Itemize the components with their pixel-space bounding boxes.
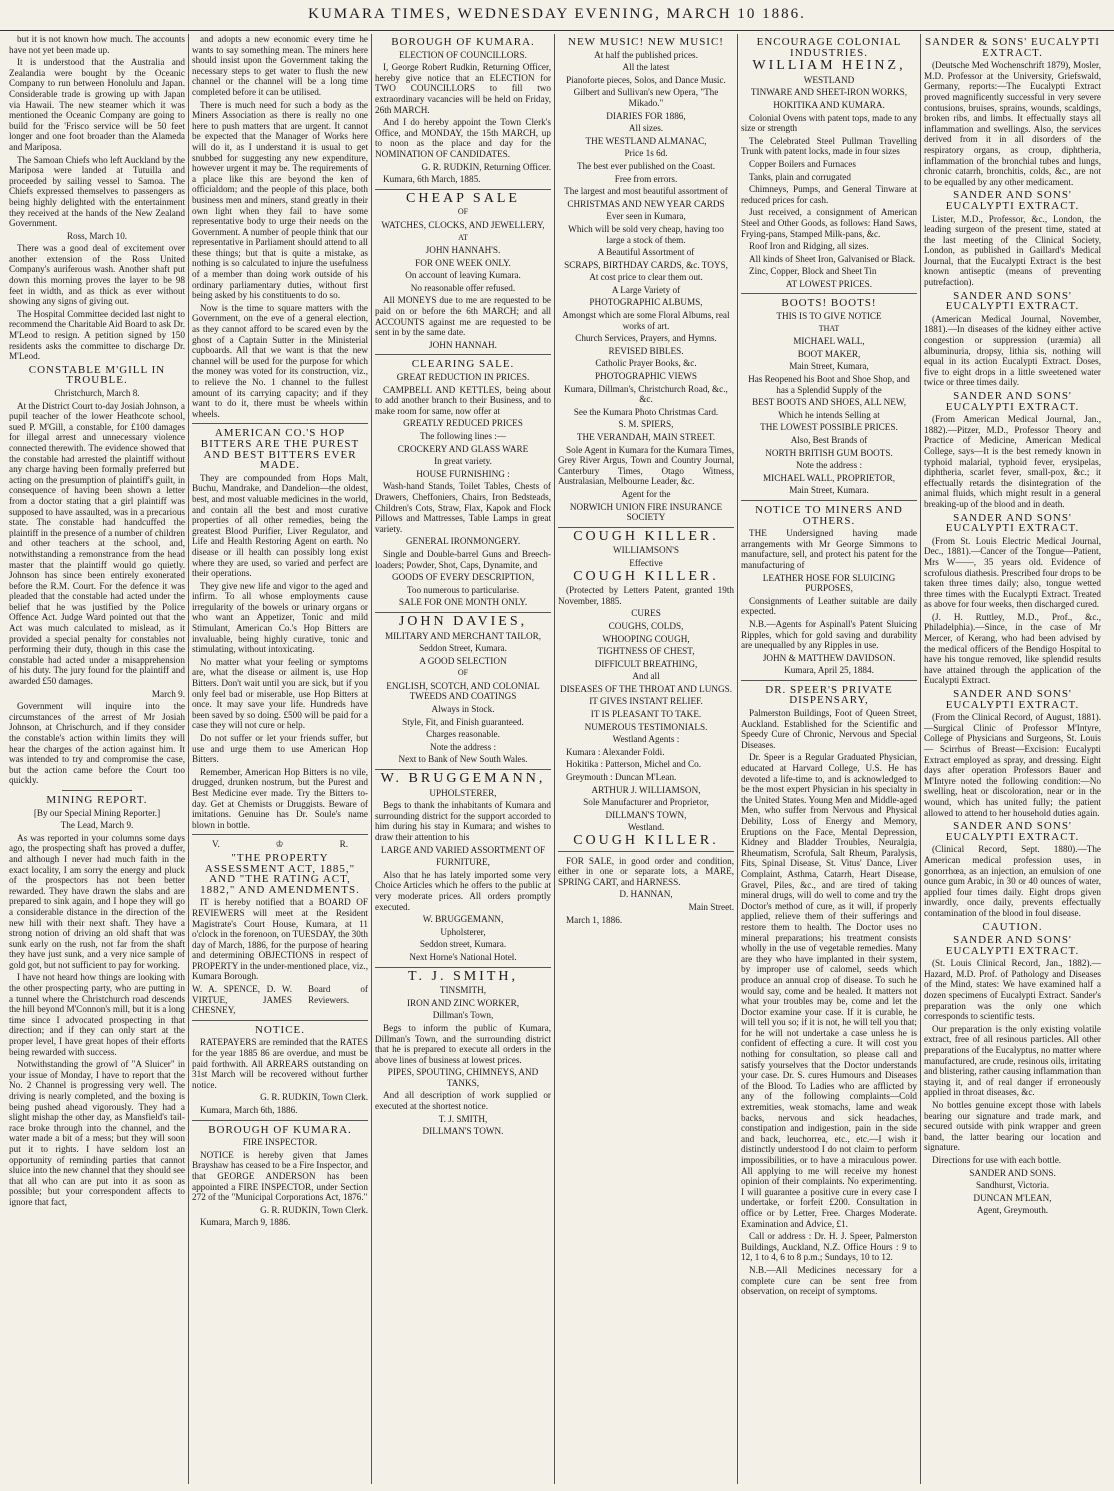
ad-line: Main Street, Kumara,: [789, 361, 869, 372]
ad-paragraph: (St. Louis Clinical Record, Jan., 1882).—Hazard, M.D. Prof. of Pathology and Diseases of the Mind, states: We have examined half a dozen specimens of Eucalypti Extract. Sander's preparation was the only one which corresponds to scientific tests.: [924, 958, 1101, 1022]
ad-heading: COUGH KILLER.: [573, 528, 719, 544]
ad-line: GREATLY REDUCED PRICES: [403, 418, 523, 429]
ad-heading: ENCOURAGE COLONIAL INDUSTRIES.: [756, 36, 902, 59]
ad-line: All kinds of Sheet Iron, Galvanised or Black.: [749, 253, 916, 264]
ad-heading: NEW MUSIC! NEW MUSIC!: [568, 36, 724, 48]
ad-heading: SANDER AND SONS' EUCALYPTI EXTRACT.: [945, 511, 1080, 535]
ad-line: IT IS PLEASANT TO TAKE.: [590, 709, 702, 720]
ad-line: AT LOWEST PRICES.: [785, 278, 873, 289]
ad-line: TIGHTNESS OF CHEST,: [597, 646, 695, 657]
dateline: March 9.: [151, 688, 185, 699]
ad-heading: BOOTS! BOOTS!: [781, 297, 877, 310]
ad-line: CROCKERY AND GLASS WARE: [397, 443, 529, 454]
ad-paragraph: (J. H. Ruttley, M.D., Prof., &c., Philadelphia).—Since, in the case of Mr Mercer, of Kerang, who had been advised by the medical officers of the Bendigo Hospital to have his tongue removed, like splendid results have attained through the application of the Eucalypti Extract.: [924, 611, 1101, 686]
ad-line: DILLMAN'S TOWN.: [422, 1126, 504, 1137]
ad-line: PHOTOGRAPHIC ALBUMS,: [589, 297, 703, 308]
ad-line: THAT: [818, 323, 840, 333]
ad-paragraph: IT is hereby notified that a BOARD OF REVIEWERS will meet at the Resident Magistrate's Court House, Kumara, at 11 o'clock in the forenoon, on TUESDAY, the 30th day of March, 1886, for the purpose of hearing and determining OBJECTIONS in respect of PROPERTY in the under-mentioned place, viz., Kumara Borough.: [192, 897, 369, 982]
ad-line: OF: [457, 668, 469, 678]
ad-paragraph: THE Undersigned having made arrangements with Mr George Simmons to manufacture, sell, and protect his patent for the manufacturing of: [741, 528, 917, 570]
ad-line: Westland Agents :: [612, 734, 680, 745]
signature: W. BRUGGEMANN,: [422, 914, 504, 925]
ad-line: Which will be sold very cheap, having too large a stock of them.: [568, 223, 724, 245]
ad-line: SCRAPS, BIRTHDAY CARDS, &c. TOYS,: [564, 259, 728, 270]
ad-line: HOUSE FURNISHING :: [416, 468, 510, 479]
ad-paragraph: Also that he has lately imported some very Choice Articles which he offers to the public at very moderate prices. All orders promptly executed.: [375, 869, 551, 912]
divider: [558, 527, 734, 528]
ad-line: Tanks, plain and corrugated: [749, 171, 851, 182]
ad-date: Kumara, 6th March, 1885.: [383, 174, 481, 185]
ad-line: The following lines :—: [420, 431, 506, 441]
signature: SANDER AND SONS.: [969, 1167, 1056, 1178]
ad-paragraph: FOR SALE, in good order and condition, either in one or separate lots, a MARE, SPRING CART, and HARNESS.: [558, 855, 734, 887]
ad-heading: BOROUGH OF KUMARA.: [391, 36, 535, 48]
ad-line: Catholic Prayer Books, &c.: [595, 358, 697, 369]
ad-line: MICHAEL WALL, PROPRIETOR,: [762, 472, 896, 483]
ad-line: Main Street, Kumara.: [789, 485, 869, 496]
article-paragraph: but it is not known how much. The accounts have not yet been made up.: [9, 34, 185, 55]
ad-line: See the Kumara Photo Christmas Card.: [573, 406, 719, 417]
signature: G. R. RUDKIN, Town Clerk.: [260, 1092, 368, 1103]
ad-line: Chimneys, Pumps, and General Tinware at reduced prices for cash.: [741, 184, 917, 205]
ad-line: AT: [458, 232, 468, 242]
ad-line: Hokitika : Patterson, Michel and Co.: [566, 759, 701, 770]
ad-paragraph: Remember, American Hop Bitters is no vile, drugged, drunken nostrum, but the Purest and Best Medicine ever made. Try the Bitters to-day. Get at Chemists or Druggists. Beware of imitations. Genuine has Dr. Soule's name blown in bottle.: [192, 766, 368, 830]
ad-line: Kumara, Dillman's, Christchurch Road, &c., &c.: [564, 383, 728, 405]
dateline: Christchurch, March 8.: [54, 388, 140, 398]
ad-paragraph: (American Medical Journal, November, 1881).—In diseases of the kidney either active congestion or suppression (uræmia) all albuminuria, dropsy, lithia sis, nothing will equal in its action Eucalypti Extract. Doses, five to eight drops in a little sweetened water twice or three times daily.: [924, 313, 1101, 388]
ad-line: Zinc, Copper, Block and Sheet Tin: [749, 266, 877, 277]
ad-heading: BOROUGH OF KUMARA.: [208, 1123, 352, 1136]
ad-line: Next Horne's National Hotel.: [409, 951, 517, 962]
ad-line: ENGLISH, SCOTCH, AND COLONIAL TWEEDS AND COATINGS: [386, 680, 540, 702]
ad-line: Gilbert and Sullivan's new Opera, "The Mikado.": [573, 87, 719, 108]
ad-line: DUNCAN M'LEAN,: [973, 1192, 1052, 1203]
ad-line: THE LOWEST POSSIBLE PRICES.: [760, 422, 898, 433]
ad-line: WILLIAM HEINZ,: [752, 58, 906, 74]
ad-line: All sizes.: [628, 123, 664, 134]
column-5: [738, 34, 921, 1484]
ad-line: COUGH KILLER.: [573, 568, 719, 584]
ad-line: CHRISTMAS AND NEW YEAR CARDS: [567, 198, 725, 209]
ad-line: Sandhurst, Victoria.: [975, 1180, 1050, 1191]
article-paragraph: Government will inquire into the circumstances of the arrest of Mr Josiah Johnson, at Chrischurch, and if they consider the constable's action within limits they will hear the charges of the action against him. It was intended to try and compromise the case, but the action came before the Court too quickly.: [9, 701, 185, 786]
article-paragraph: There is much need for such a body as the Miners Association as there is really no one here to push matters that are urgent. It cannot be expected that the Manager of Works here will do it, as I understand it is usual to get snubbed for suggesting any new expenditure, however urgent it may be. The requirements of a place like this are beyond the ken of officialdom; and the people of this place, both business men and miners, stand greatly in their own light when they fail to have some representative body to urge their needs on the Government. A number of people think that our representative in Parliament should attend to all these things; but that is quite a mistake, as nothing is so calculated to injure the usefulness of a member than doing work outside of his ordinary parliamentary duties, without first being asked by his constituents to do so.: [192, 99, 368, 301]
ad-line: LEATHER HOSE FOR SLUICING PURPOSES,: [762, 572, 896, 594]
ad-heading: SANDER AND SONS' EUCALYPTI EXTRACT.: [945, 820, 1080, 843]
ad-line: On account of leaving Kumara.: [405, 270, 521, 281]
ad-line: ARTHUR J. WILLIAMSON,: [591, 784, 701, 795]
ad-heading: SANDER AND SONS' EUCALYPTI EXTRACT.: [945, 934, 1080, 957]
ad-paragraph: Begs to inform the public of Kumara, Dillman's Town, and the surrounding district that he is prepared to execute all orders in the above lines of business at lowest prices.: [375, 1022, 551, 1065]
masthead: KUMARA TIMES, WEDNESDAY EVENING, MARCH 10 1886.: [0, 6, 1114, 31]
ad-line: IRON AND ZINC WORKER,: [406, 997, 520, 1008]
ad-line: FURNITURE,: [436, 857, 490, 868]
ad-line: Free from errors.: [614, 173, 678, 184]
ad-line: Just received, a consignment of American Steel and Other Goods, as follows: Hand Saws, Frying-pans, Stamped Milk-pans, &c.: [741, 207, 917, 239]
ad-line: TINSMITH,: [439, 985, 487, 996]
ad-line: JOHN HANNAH'S.: [425, 245, 501, 256]
ad-line: A Beautiful Assortment of: [597, 247, 695, 258]
ad-line: Agent, Greymouth.: [976, 1205, 1049, 1216]
ad-line: No reasonable offer refused.: [410, 282, 516, 293]
divider: [192, 1120, 368, 1121]
ad-line: Ever seen in Kumara,: [606, 211, 686, 222]
column-4: [555, 34, 738, 1484]
ad-line: Colonial Ovens with patent tops, made to any size or strength: [741, 112, 917, 134]
ad-line: Seddon Street, Kumara.: [419, 643, 507, 654]
ad-line: REVISED BIBLES.: [608, 345, 684, 356]
ad-line: Has Reopened his Boot and Shoe Shop, and has a Splendid Supply of the: [748, 374, 910, 395]
dateline: The Lead, March 9.: [60, 820, 134, 831]
signature: D. HANNAN,: [619, 889, 673, 900]
ad-date: Kumara, April 25, 1884.: [784, 665, 874, 676]
ad-line: The Celebrated Steel Pullman Travelling Trunk with patent locks, made in four sizes: [741, 135, 917, 157]
ad-paragraph: Lister, M.D., Professor, &c., London, the leading surgeon of the present time, stated at the last meeting of the Clinical Society, London, as published in Gaillard's Medical Journal, that the Eucalypti Extract is the best known antiseptic (means of preventing putrefaction).: [924, 213, 1101, 288]
ad-line: At cost price to clear them out.: [589, 272, 703, 283]
ad-line: Charges reasonable.: [426, 729, 500, 740]
article-paragraph: The Samoan Chiefs who left Auckland by the Mariposa were landed at Tutuilla and proceeded by sailing vessel to Samoa. The Chiefs expressed themselves to passengers as being highly delighted with the entertainment they received at the hands of the New Zealand Government.: [9, 154, 185, 229]
ad-heading: DR. SPEER'S PRIVATE DISPENSARY,: [765, 683, 893, 707]
divider: [375, 967, 551, 968]
ad-line: Also, Best Brands of: [790, 435, 868, 445]
ad-heading: AMERICAN CO.'S HOP BITTERS ARE THE PUREST AND BEST BITTERS EVER MADE.: [200, 427, 360, 472]
ad-heading: "THE PROPERTY ASSESSMENT ACT, 1885," AND "THE RATING ACT, 1882," AND AMENDMENTS.: [200, 851, 360, 896]
article-heading: MINING REPORT.: [46, 793, 148, 806]
divider: [375, 769, 551, 770]
ad-line: PHOTOGRAPHIC VIEWS: [594, 371, 697, 382]
divider: [741, 680, 917, 681]
ad-date: Kumara, March 9, 1886.: [200, 1217, 291, 1228]
ad-line: MILITARY AND MERCHANT TAILOR,: [384, 630, 542, 641]
article-paragraph: I have not heard how things are looking with the other prospecting party, who are putting in a tunnel where the Christchurch road descends the hill beyond M'Connon's mill, but it is a long time since I advocated prospecting in that direction; and if they can only start at the proper level, I have great hopes of their efforts being rewarded with success.: [9, 972, 185, 1057]
ad-line: OF: [457, 207, 469, 217]
ad-line: WHOOPING COUGH,: [602, 633, 690, 644]
ad-line: UPHOLSTERER,: [429, 787, 497, 798]
ad-paragraph: They are compounded from Hops Malt, Buchu, Mandrake, and Dandelion—the oldest, best, and most valuable medicines in the world, and contain all the best and most curative properties of all other remedies, being the greatest Blood Purifier, Liver Regulator, and Life and Health Restoring Agent on earth. No disease or ill health can possibly long exist where they are used, so varied and perfect are their operations.: [192, 472, 368, 579]
divider: [62, 790, 132, 791]
ad-date: Kumara, March 6th, 1886.: [200, 1105, 298, 1115]
divider: [192, 834, 368, 835]
dateline: Ross, March 10.: [66, 230, 128, 241]
ad-line: S. M. SPIERS,: [618, 419, 674, 430]
signature: T. J. SMITH,: [438, 1113, 488, 1124]
ad-paragraph: Call or address : Dr. H. J. Speer, Palmerston Buildings, Auckland, N.Z. Office Hours : 9 to 12, 1 to 4, 6 to 8 p.m.; Sundays, 10 to 12.: [741, 1231, 917, 1263]
ad-line: Which he intends Selling at: [778, 409, 880, 420]
ad-paragraph: (Protected by Letters Patent, granted 19th November, 1885.: [558, 585, 734, 606]
ad-heading: NOTICE.: [254, 1023, 306, 1036]
ad-line: SALE FOR ONE MONTH ONLY.: [398, 597, 528, 608]
ad-paragraph: All MONEYS due to me are requested to be paid on or before the 6th MARCH; and all ACCOUNTS against me are requested to be sent in by the same date.: [375, 295, 551, 338]
signature: JOHN & MATTHEW DAVIDSON.: [762, 652, 896, 663]
column-6: [921, 34, 1104, 1484]
article-paragraph: As was reported in your columns some days ago, the prospecting shaft has proved a duffer, and although I never had much faith in the exact locality, I am sorry the energy and pluck of the prospectors has not been better rewarded. They have drawn the slabs and are prepared to sink again, and I hope they will go a considerable distance in the direction of the new hill with their next shaft. They have a strong notion of driving an old shaft that was sunk early on the rush, not far from the shaft they have just sunk, and a very nice sample of gold got, but not sufficient to pay for working.: [9, 832, 185, 970]
ad-paragraph: Directions for use with each bottle.: [932, 1154, 1062, 1165]
ad-line: HOKITIKA AND KUMARA.: [773, 99, 885, 110]
article-paragraph: The Hospital Committee decided last night to recommend the Charitable Aid Board to ask Dr. M'Leod to resign. A petition signed by 150 residents asks the committee to discharge Dr. M'Leod.: [9, 308, 185, 362]
ad-line: Main Street.: [688, 901, 734, 912]
board-names: W. A. SPENCE, D. W. VIRTUE, JAMES CHESNEY,: [192, 984, 292, 1016]
ad-line: IT GIVES INSTANT RELIEF.: [589, 696, 703, 707]
ad-heading: NOTICE TO MINERS AND OTHERS.: [755, 503, 903, 527]
ad-paragraph: N.B.—Agents for Aspinall's Patent Sluicing Ripples, which for gold saving and durability are unequalled by any Ripples in use.: [741, 618, 917, 651]
ad-heading: CAUTION.: [982, 920, 1043, 933]
ad-line: Kumara : Alexander Foldi.: [566, 746, 665, 757]
signature: G. R. RUDKIN, Returning Officer.: [421, 161, 551, 172]
ad-line: BOOT MAKER,: [797, 348, 861, 359]
vr-crest: [192, 839, 368, 850]
byline: [By our Special Mining Reporter.]: [33, 807, 161, 818]
ad-line: WILLIAMSON'S: [613, 545, 679, 556]
ad-heading: SANDER & SONS' EUCALYPTI EXTRACT.: [925, 36, 1100, 59]
ad-line: GOODS OF EVERY DESCRIPTION,: [391, 572, 535, 583]
ad-paragraph: Consignments of Leather suitable are daily expected.: [741, 595, 917, 617]
ad-line: THE VERANDAH, MAIN STREET.: [576, 432, 716, 442]
ad-line: Copper Boilers and Furnaces: [749, 158, 856, 169]
columns: [6, 34, 1108, 1484]
board-title: Board of Reviewers.: [308, 984, 368, 1005]
ad-paragraph: They give new life and vigor to the aged and infirm. To all whose employments cause irregularity of the bowels or urinary organs or who want an Appetizer, Tonic and mild Stimulant, American Co.'s Hop Bitters are invaluable, being highly curative, tonic and stimulating, without intoxicating.: [192, 580, 368, 655]
divider: [192, 1020, 368, 1021]
ad-line: DIARIES FOR 1886,: [606, 110, 686, 121]
ad-paragraph: Palmerston Buildings, Foot of Queen Street, Auckland. Established for the Scientific and Speedy Cure of Chronic, Nervous and Special Diseases.: [741, 708, 917, 750]
ad-paragraph: (From the Clinical Record, of August, 1881).—Surgical Clinic of Professor M'Intyre, College of Physicians and Surgeons, St. Louis — Scirrhus of Breast—Excision: Eucalypti Extract employed as spray, and dressing. Eight days after operation Professors Bauer and M'Intyre noted the following condition:—No swelling, heat or discoloration, near or in the wound, which has united fully; the patient allowed to attend to her household duties again.: [924, 712, 1101, 818]
ad-line: NORTH BRITISH GUM BOOTS.: [765, 447, 893, 458]
ad-line: Westland.: [627, 822, 665, 833]
divider: [741, 500, 917, 501]
ad-paragraph: (Deutsche Med Wochenschrift 1879), Mosler, M.D. Professor at the University, Griefswald, Germany, reports:—The Eucalypti Extract proved magnificently successful in very severe contusions, bruises, sprains, wounds, scaldings, broken ribs, and limbs. It effectually stays all inflammation and swellings. Also, the services derived from it in all disorders of the respiratory organs, as croup, diphtheria, inflammation of the bronchial tubes and lungs, chronic catarrh, bronchitis, colds, &c., are not to be equalled by any other medicament.: [924, 60, 1101, 187]
ad-heading: SANDER AND SONS' EUCALYPTI EXTRACT.: [945, 189, 1080, 212]
ad-paragraph: NOTICE is hereby given that James Brayshaw has ceased to be a Fire Inspector, and that GEORGE ANDERSON has been appointed a FIRE INSPECTOR, under Section 272 of the "Municipal Corporations Act, 1876.": [192, 1149, 368, 1203]
column-2: [189, 34, 372, 1484]
article-paragraph: At the District Court to-day Josiah Johnson, a pupil teacher of the lower Heathcote school, sued P. M'Gill, a constable, for £100 damages for illegal arrest and unnecessary violence connected therewith. The evidence showed that the constable had arrested the plaintiff without any charge having been formally preferred but acting on the presumption of plaintiff's guilt, in consequence of having been shown a letter from a doctor stating that a girl plaintiff was supposed to have assaulted, was in a precarious state. The constable had handcuffed the plaintiff in the presence of a number of children and other teachers at the school, and, notwithstanding a remonstrance from the head master that the plaintiff would go quietly. Johnson has since been entirely exonerated before the R.M. Court. For the defence it was pleaded that the constable had acted under the belief that he was justified by the Police Offence Act. Judge Ward pointed out that the Act was much calculated to mislead, as it provided a special penalty for constables not performing their duty, though in this case the constable had acted under a misapprehension of his duty. The jury found for the plaintiff and awarded £50 damages.: [9, 400, 185, 687]
ad-line: BEST BOOTS AND SHOES, ALL NEW,: [751, 397, 907, 408]
ad-paragraph: And all description of work supplied or executed at the shortest notice.: [375, 1090, 551, 1112]
crest-letter-r: R.: [339, 839, 348, 850]
ad-paragraph: RATEPAYERS are reminded that the RATES for the year 1885 86 are overdue, and must be paid forthwith. All ARREARS outstanding on 31st March will be recovered without further notice.: [192, 1037, 368, 1090]
ad-line: Roof Iron and Ridging, all sizes.: [749, 241, 869, 252]
ad-line: A GOOD SELECTION: [419, 655, 507, 666]
ad-line: DISEASES OF THE THROAT AND LUNGS.: [559, 683, 733, 694]
ad-paragraph: No bottles genuine except those with labels bearing our signature and trade mark, and secured outside with pink wrapper and green band, the latter bearing our location and signature.: [924, 1100, 1101, 1153]
ad-line: COUGH KILLER.: [573, 833, 719, 848]
ad-heading: JOHN DAVIES,: [398, 613, 528, 629]
article-paragraph: It is understood that the Australia and Zealandia were bought by the Oceanic Company to run between Honolulu and Japan. Considerable trade is growing up with Japan via Hawaii. The new steamer which it was mentioned the Oceanic Company are going to build for the 'Frisco service will be 50 feet longer and one foot broader than the Alameda and Mariposa.: [9, 57, 185, 152]
ad-paragraph: No matter what your feeling or symptoms are, what the disease or ailment is, use Hop Bitters. Don't wait until you are sick, but if you only feel bad or miserable, use Hop Bitters at once. It may save your life. Hundreds have been saved by so doing. £500 will be paid for a case they will not cure or help.: [192, 656, 368, 731]
ad-paragraph: (Clinical Record, Sept. 1880).—The American medical profession uses, in gonorrhœa, as an injection, an emulsion of one ounce gum Arabic, in 30 or 40 ounces of water, applied four times daily. Eight drops given inwardly, once daily, prevents effectually contamination of the blood in foul disease.: [924, 844, 1101, 918]
ad-line: The largest and most beautiful assortment of: [564, 186, 728, 197]
ad-paragraph: Our preparation is the only existing volatile extract, free of all resinous particles. All other preparations of the Eucalyptus, no matter where manufactured, are crude, resinous oils, irritating and blistering, rather causing inflammation than staying it, and of real danger if erroneously applied in throat diseases, &c.: [924, 1023, 1101, 1098]
ad-paragraph: (From American Medical Journal, Jan., 1882).—Pitzer, M.D., Professor Theory and Practice of Medicine, American Medical College, says—It is the best remedy known in typhoid malarial, typhoid fever, erysipelas, diphtheria, scarlet fever, small-pox, &c.; it effectually retards the disintegration of the animal fluids, which might result in a general breaking-up of the blood and in death.: [924, 414, 1101, 509]
ad-line: THE WESTLAND ALMANAC,: [585, 135, 707, 146]
crown-icon: ♔: [275, 839, 284, 850]
ad-line: Effective: [629, 557, 663, 568]
ad-heading: SANDER AND SONS' EUCALYPTI EXTRACT.: [945, 688, 1080, 711]
ad-line: TINWARE AND SHEET-IRON WORKS,: [750, 87, 908, 98]
divider: [375, 354, 551, 355]
divider: [558, 851, 734, 852]
ad-line: At half the published prices.: [594, 49, 698, 60]
ad-paragraph: CAMPBELL AND KETTLES, being about to add another branch to their Business, and to make room for same, now offer at: [375, 384, 551, 416]
ad-paragraph: Wash-hand Stands, Toilet Tables, Chests of Drawers, Cheffoniers, Chairs, Iron Bedsteads, Children's Cots, Straw, Flax, Kapok and Flock Pillows and Mattresses, Table Lamps in great variety.: [375, 481, 551, 534]
ad-line: GENERAL IRONMONGERY.: [405, 536, 521, 547]
article-heading: CONSTABLE M'GILL IN TROUBLE.: [28, 363, 166, 387]
crest-letter-v: V.: [212, 839, 220, 850]
ad-line: GREAT REDUCTION IN PRICES.: [396, 372, 530, 383]
ad-paragraph: Dr. Speer is a Regular Graduated Physician, educated at Harvard College, U.S. He has devoted a life-time to, and is acknowledged to be the most expert Physician in his specialty in the United States. Young Men and Middle-aged Men, who suffer from Nervous and Physical Debility, Loss of Energy and Memory, Eruptions on the Face, Mental Depression, Kidney and Bladder Troubles, Neuralgia, Rheumatism, Scrofula, Salt Rheum, Paralysis, Fits, Spinal Disease, St. Vitus' Dance, Liver Complaint, Asthma, Catarrh, Heart Disease, Gravel, Piles, &c., and are tired of taking mineral drugs, will do well to come and try the Doctor's method of cure, as it will, if properly applied, relieve them of their sufferings and restore them to health. The Doctor uses no mineral preparations; his treatment consists wholly in the use of vegetable remedies. Many are they who have implanted in their system, by improper use of calomel, seeds which produce an annual crop of disease. To such he would say, come and be healed. It matters not what your troubles may be, come and let the Doctor examine your case. If it is curable, he will tell you so; if it is not, he will tell you that; for he will not undertake a case unless he is confident of effecting a cure. It will cost you nothing for consultation, so please call and satisfy yourselves that the Doctor understands your case. Dr. S. cures Humours and Diseases of the Blood. To Ladies who are afflicted by any of the following complaints—Cold extremities, weak stomachs, lame and weak backs, nervous and sick headaches, constipation and indigestion, pain in the side and back, leuchorrea, etc., etc.—I wish it distinctly understood I do not claim to perform impossibilities, or to have a miraculous power. All applying to me will receive my honest opinion of their complaints. No experimenting. I will guarantee a positive cure in every case I undertake, or forfeit £200. Consultation in office or by Letter, Free. Charges Moderate. Examination and Advice, £1.: [741, 752, 917, 1229]
ad-line: And all: [632, 671, 660, 682]
ad-line: Price 1s 6d.: [624, 148, 668, 159]
ad-line: In great variety.: [434, 456, 492, 467]
ad-date: March 1, 1886.: [566, 914, 623, 925]
ad-line: Note the address :: [795, 460, 863, 471]
ad-heading: CHEAP SALE: [406, 190, 520, 206]
ad-paragraph: Single and Double-barrel Guns and Breech-loaders; Powder, Shot, Caps, Dynamite, and: [375, 548, 551, 570]
ad-line: Seddon street, Kumara.: [419, 939, 507, 950]
board-signatures: [192, 984, 368, 1016]
ad-line: WESTLAND: [803, 74, 855, 85]
column-3: [372, 34, 555, 1484]
ad-line: COUGHS, COLDS,: [608, 620, 684, 631]
ad-line: Upholsterer,: [440, 926, 486, 937]
ad-line: LARGE AND VARIED ASSORTMENT OF: [380, 844, 546, 855]
ad-line: Note the address :: [429, 741, 497, 752]
divider: [375, 189, 551, 190]
ad-line: DIFFICULT BREATHING,: [594, 658, 698, 669]
divider: [192, 423, 368, 424]
article-paragraph: Now is the time to square matters with the Government, on the eve of a general election, as they cannot afford to be scared even by the ghost of a Captain Sutter in the Ministerial cupboards. All that we want is that the new channel will be used for the purpose for which the money was voted for its construction, viz., to relieve the No. 1 channel to the fullest amount of its carrying capacity; and if they want to do it, there must be wheels within wheels.: [192, 302, 368, 419]
signature: G. R. RUDKIN, Town Clerk.: [260, 1204, 368, 1215]
ad-paragraph: (From St. Louis Electric Medical Journal, Dec., 1881).—Cancer of the Tongue—Patient, Mrs W——, 35 years old. Evidence of scrofulous diathesis. Prescribed four drops to be taken three times daily; also, tongue wetted three times with the Eucalypti Extract. Treated as above for four weeks, then discharged cured.: [924, 535, 1101, 610]
ad-line: Amongst which are some Floral Albums, real works of art.: [562, 310, 730, 331]
article-paragraph: There was a good deal of excitement over another extension of the Ross United Company's auriferous wash. Another shaft put down this morning proves the layer to be 98 feet in width, and as thick as ever without showing any signs of giving out.: [9, 243, 185, 307]
ad-heading: CLEARING SALE.: [411, 358, 515, 371]
ad-subheading: FIRE INSPECTOR.: [242, 1137, 318, 1148]
ad-line: WATCHES, CLOCKS, AND JEWELLERY,: [381, 219, 545, 230]
ad-heading: T. J. SMITH,: [407, 968, 519, 984]
ad-line: THIS IS TO GIVE NOTICE: [776, 311, 882, 322]
column-1: [6, 34, 189, 1484]
ad-line: PIPES, SPOUTING, CHIMNEYS, AND TANKS,: [387, 1067, 539, 1088]
ad-line: MICHAEL WALL,: [793, 336, 865, 347]
ad-line: CURES: [631, 608, 661, 619]
ad-line: FOR ONE WEEK ONLY.: [415, 257, 511, 268]
ad-heading: SANDER AND SONS' EUCALYPTI EXTRACT.: [945, 390, 1080, 413]
ad-paragraph: Begs to thank the inhabitants of Kumara and surrounding district for the support accorded to him during his stay in Kumara; and wishes to draw their attention to his: [375, 800, 551, 842]
ad-subheading: ELECTION OF COUNCILLORS.: [399, 49, 527, 60]
ad-line: Agent for the: [621, 488, 671, 499]
ad-line: Next to Bank of New South Wales.: [398, 754, 528, 765]
ad-paragraph: Sole Agent in Kumara for the Kumara Times, Grey River Argus, Town and Country Journal, Canterbury Times, Otago Witness, Australasian, Melbourne Leader, &c.: [558, 444, 734, 487]
article-paragraph: Notwithstanding the growl of "A Sluicer" in your issue of Monday, I have to report that the No. 2 Channel is progressing very well. The driving is nearly completed, and the boxing is being pushed ahead vigorously. They had a slight mishap the other day, as Mansfield's tail-race broke through into the channel, and the water made a bit of a mess; but they will soon put it to rights. I have seldom lost an opportunity of reminding parties that cannot sluice into the new channel that they should see that all who can are put into it as soon as possible; but your correspondent affects to ignore that fact,: [9, 1059, 185, 1207]
ad-paragraph: N.B.—All Medicines necessary for a complete cure can be sent free from observation, on receipt of symptoms.: [741, 1264, 917, 1297]
divider: [741, 293, 917, 294]
ad-line: Dillman's Town,: [432, 1010, 494, 1021]
article-paragraph: and adopts a new economic every time he wants to say something mean. The miners here should insist upon the Government taking the necessary steps to get water to flush the new channel or the channel will be a long time completed before it can be utilised.: [192, 34, 368, 97]
ad-line: DILLMAN'S TOWN,: [605, 809, 687, 820]
divider: [375, 612, 551, 613]
ad-line: NORWICH UNION FIRE INSURANCE SOCIETY: [569, 501, 723, 523]
ad-line: NUMEROUS TESTIMONIALS.: [584, 721, 708, 732]
ad-line: Church Services, Prayers, and Hymns.: [575, 333, 717, 344]
signature: JOHN HANNAH.: [429, 339, 497, 350]
ad-paragraph: And I do hereby appoint the Town Clerk's Office, and MONDAY, the 15th MARCH, up to noon as the place and day for the NOMINATION OF CANDIDATES.: [375, 117, 551, 159]
ad-paragraph: I, George Robert Rudkin, Returning Officer, hereby give notice that an ELECTION for TWO COUNCILLORS to fill two extraordinary vacancies will be held on Friday, 26th MARCH.: [375, 62, 551, 115]
ad-line: Style, Fit, and Finish guaranteed.: [402, 716, 524, 727]
ad-line: The best ever published on the Coast.: [576, 160, 716, 171]
ad-line: Pianoforte pieces, Solos, and Dance Music.: [566, 74, 726, 85]
ad-line: All the latest: [622, 62, 670, 73]
ad-line: Too numerous to particularise.: [406, 584, 520, 595]
ad-line: Greymouth : Duncan M'Lean.: [566, 772, 677, 783]
ad-line: Always in Stock.: [431, 704, 495, 715]
ad-line: Sole Manufacturer and Proprietor,: [583, 797, 709, 808]
ad-heading: SANDER AND SONS' EUCALYPTI EXTRACT.: [945, 289, 1080, 313]
ad-line: A Large Variety of: [611, 284, 681, 295]
ad-paragraph: Do not suffer or let your friends suffer, but use and urge them to use American Hop Bitters.: [192, 733, 368, 765]
ad-heading: W. BRUGGEMANN,: [380, 771, 546, 787]
